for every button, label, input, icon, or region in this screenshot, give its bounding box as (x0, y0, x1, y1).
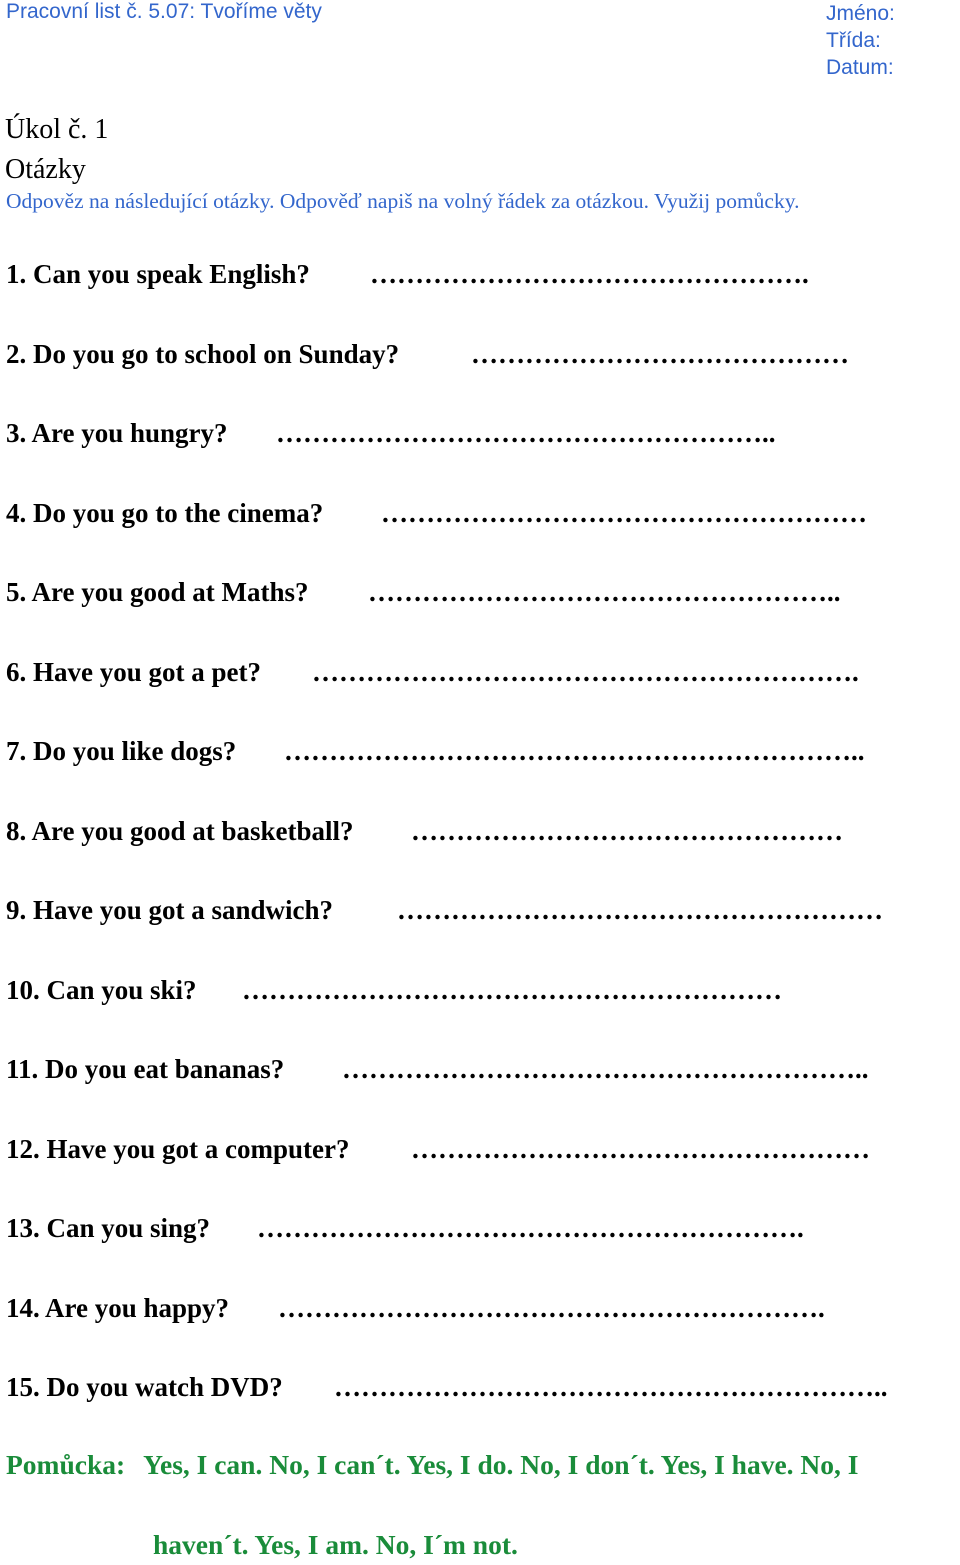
question-text: 4. Do you go to the cinema? (6, 497, 324, 528)
task-heading (5, 110, 108, 190)
question-list (6, 254, 956, 1447)
question-item (6, 731, 956, 811)
question-item (6, 1288, 956, 1368)
answer-line[interactable]: ………………………………………………….. (342, 1054, 869, 1084)
question-text: 2. Do you go to school on Sunday? (6, 338, 400, 369)
question-item (6, 970, 956, 1050)
class-field-label: Třída: (826, 29, 881, 52)
question-item (6, 1049, 956, 1129)
question-text: 7. Do you like dogs? (6, 736, 237, 766)
task-instructions: Odpověz na následující otázky. Odpověď napiš na volný řádek za otázkou. Využij pomůcky. (6, 189, 800, 213)
answer-line[interactable]: …………………………………… (471, 338, 849, 369)
answer-line[interactable]: ……………………………………………… (397, 895, 883, 925)
question-text: 14. Are you happy? (6, 1292, 230, 1323)
hint-box (6, 1445, 858, 1485)
question-text: 8. Are you good at basketball? (6, 815, 354, 846)
question-item (6, 413, 956, 493)
question-text: 9. Have you got a sandwich? (6, 895, 334, 925)
question-item (6, 1367, 956, 1447)
question-text: 3. Are you hungry? (6, 418, 228, 448)
answer-line[interactable]: ………………………………………… (411, 815, 843, 846)
hint-text-line-2: haven´t. Yes, I am. No, I´m not. (153, 1529, 518, 1560)
answer-line[interactable]: …………………………………………… (411, 1133, 870, 1164)
question-item (6, 572, 956, 652)
question-text: 6. Have you got a pet? (6, 656, 261, 687)
answer-line[interactable]: ……………………………………………………….. (284, 736, 865, 766)
question-text: 15. Do you watch DVD? (6, 1372, 283, 1402)
question-text: 12. Have you got a computer? (6, 1133, 350, 1164)
question-item (6, 1129, 956, 1209)
name-field-label: Jméno: (826, 2, 895, 25)
answer-line[interactable]: ……………………………………………………. (312, 656, 859, 687)
question-text: 5. Are you good at Maths? (6, 577, 309, 607)
question-item (6, 890, 956, 970)
answer-line[interactable]: …………………………………………….. (368, 577, 841, 607)
task-number: Úkol č. 1 (5, 114, 109, 145)
question-item (6, 334, 956, 414)
question-item (6, 254, 956, 334)
question-text: 11. Do you eat bananas? (6, 1054, 285, 1084)
question-item (6, 652, 956, 732)
date-field-label: Datum: (826, 56, 894, 79)
question-item (6, 493, 956, 573)
worksheet-title: Pracovní list č. 5.07: Tvoříme věty (6, 0, 322, 23)
student-info-fields (826, 0, 895, 81)
answer-line[interactable]: …………………………………………………… (242, 974, 782, 1005)
question-item (6, 1208, 956, 1288)
answer-line[interactable]: …………………………………………………….. (334, 1372, 888, 1402)
answer-line[interactable]: ……………………………………………………. (257, 1213, 804, 1243)
question-text: 13. Can you sing? (6, 1213, 211, 1243)
task-title: Otázky (5, 154, 86, 185)
question-text: 10. Can you ski? (6, 974, 197, 1005)
question-text: 1. Can you speak English? (6, 259, 310, 289)
hint-text-line-1: Yes, I can. No, I can´t. Yes, I do. No, I don´t. Yes, I have. No, I (143, 1449, 859, 1480)
answer-line[interactable]: ……………………………………………… (381, 497, 867, 528)
answer-line[interactable]: …………………………………………. (370, 259, 809, 289)
hint-label: Pomůcka: (6, 1449, 126, 1480)
question-item (6, 811, 956, 891)
answer-line[interactable]: ……………………………………………………. (278, 1292, 825, 1323)
answer-line[interactable]: ……………………………………………….. (276, 418, 776, 448)
